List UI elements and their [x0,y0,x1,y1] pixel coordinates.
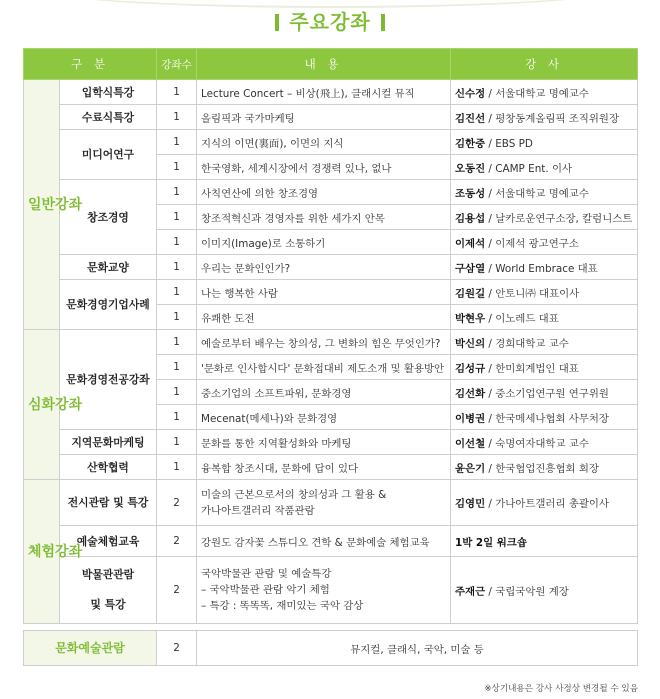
category-cell: 문화경영전공강좌 [60,330,157,430]
lecturer-cell [451,480,638,526]
content-cell: 올림픽과 국가마케팅 [197,105,451,130]
table-row [24,255,638,280]
content-cell: 한국영화, 세계시장에서 경쟁력 있나, 없나 [197,155,451,180]
lecturer-affiliation: / 한미회계법인 대표 [485,362,579,375]
lecturer-name: 김한중 [455,137,486,150]
content-cell: 문화를 통한 지역활성화와 마케팅 [197,430,451,455]
lecturer-affiliation: / 한국협업진흥협회 회장 [485,462,599,475]
category-cell: 수료식특강 [60,105,157,130]
content-cell: 사칙연산에 의한 창조경영 [197,180,451,205]
lecturer-cell [451,355,638,380]
table-row [24,526,638,557]
count-cell: 1 [157,180,197,205]
count-cell: 2 [157,480,197,526]
lecturer-cell [451,526,638,557]
count-cell: 1 [157,155,197,180]
content-cell [197,480,451,526]
table-row [24,80,638,105]
lecturer-name: 조동성 [455,187,486,200]
lecturer-affiliation: / EBS PD [485,137,533,150]
table-row [24,631,638,666]
page-title [0,6,660,35]
lecturer-name: 윤은기 [455,462,486,475]
lecturer-cell [451,455,638,480]
lecturer-name: 1박 2일 워크숍 [455,536,527,549]
count-cell: 2 [157,557,197,624]
content-cell: 창조적혁신과 경영자를 위한 세가지 안목 [197,205,451,230]
lecturer-name: 이제석 [455,237,486,250]
count-cell: 1 [157,405,197,430]
category-cell: 입학식특강 [60,80,157,105]
table-row [24,105,638,130]
lecturer-name: 구삼열 [455,262,486,275]
lecturer-cell [451,155,638,180]
table-row [24,430,638,455]
count-cell: 1 [157,455,197,480]
lecturer-name: 박신의 [455,337,486,350]
lecturer-affiliation: / 경희대학교 교수 [485,337,569,350]
lecturer-cell [451,255,638,280]
category-cell: 전시관람 및 특강 [60,480,157,526]
lecturer-cell [451,205,638,230]
lecturer-cell [451,80,638,105]
lecturer-affiliation: / 날카로운연구소장, 칼럼니스트 [485,212,633,225]
lecturer-name: 김원길 [455,287,486,300]
lecturer-name: 이선철 [455,437,486,450]
group-general: 일반강좌 [24,80,60,330]
count-cell: 1 [157,430,197,455]
title-bar-right [381,14,385,31]
content-cell: '문화로 인사합시다' 문화접대비 제도소개 및 활용방안 [197,355,451,380]
lecturer-name: 김영민 [455,498,486,510]
content-cell: 뮤지컬, 클래식, 국악, 미술 등 [197,631,638,666]
lecturer-affiliation: / 서울대학교 명예교수 [485,87,589,100]
content-line: – 특강 : 똑똑똑, 재미있는 국악 감상 [201,600,364,612]
count-cell: 1 [157,330,197,355]
lecturer-name: 이병권 [455,412,486,425]
lecturer-name: 김용섭 [455,212,486,225]
count-cell: 1 [157,105,197,130]
footnote: ※상기내용은 강사 사정상 변경될 수 있음 [484,684,638,694]
lecturer-cell [451,430,638,455]
content-cell: 우리는 문화인인가? [197,255,451,280]
content-line: 국악박물관 관람 및 예술특강 [201,568,332,580]
category-cell [60,557,157,624]
category-cell: 문화교양 [60,255,157,280]
course-table [23,48,638,666]
group-experience: 체험강좌 [24,480,60,624]
header-gubun: 구 분 [24,49,157,80]
content-cell: Lecture Concert – 비상(飛上), 클래시컬 뮤직 [197,80,451,105]
lecturer-affiliation: / CAMP Ent. 이사 [485,162,573,175]
table-row [24,180,638,205]
category-cell: 예술체험교육 [60,526,157,557]
lecturer-name: 신수정 [455,87,486,100]
lecturer-affiliation: / World Embrace 대표 [485,262,598,275]
lecturer-name: 오동진 [455,162,486,175]
table-row [24,330,638,355]
lecturer-name: 박현우 [455,312,486,325]
category-cell: 지역문화마케팅 [60,430,157,455]
lecturer-cell [451,557,638,624]
count-cell: 1 [157,80,197,105]
lecturer-affiliation: / 서울대학교 명예교수 [485,187,589,200]
title-bar-left [275,14,279,31]
lecturer-cell [451,280,638,305]
category-cell: 미디어연구 [60,130,157,180]
lecturer-cell [451,105,638,130]
table-header [24,49,638,80]
count-cell: 1 [157,205,197,230]
content-cell: 강원도 감자꽃 스튜디오 견학 & 문화예술 체험교육 [197,526,451,557]
lecturer-cell [451,230,638,255]
lecturer-cell [451,180,638,205]
lecturer-affiliation: / 이제석 광고연구소 [485,237,579,250]
count-cell: 1 [157,255,197,280]
lecturer-cell [451,380,638,405]
category-cell: 문화경영기업사례 [60,280,157,330]
page-title-text: 주요강좌 [289,10,371,34]
table-row [24,480,638,526]
lecturer-cell [451,330,638,355]
group-advanced: 심화강좌 [24,330,60,480]
category-line: 및 특강 [90,598,126,611]
category-line: 박물관관람 [81,568,135,581]
spacer-row [24,624,638,631]
content-cell: 예술로부터 배우는 창의성, 그 변화의 힘은 무엇인가? [197,330,451,355]
content-line: 가나아트갤러리 작품관람 [201,504,315,517]
content-cell: 유쾌한 도전 [197,305,451,330]
table-row [24,130,638,155]
content-cell [197,557,451,624]
content-cell: Mecenat(메세나)와 문화경영 [197,405,451,430]
count-cell: 1 [157,130,197,155]
lecturer-name: 김성규 [455,362,486,375]
lecturer-name: 김진선 [455,112,486,125]
lecturer-affiliation: / 안토니㈜ 대표이사 [485,287,580,300]
header-content: 내 용 [197,49,451,80]
lecturer-affiliation: / 평창동계올림픽 조직위원장 [485,112,619,125]
table-row [24,455,638,480]
lecturer-affiliation: / 숙명여자대학교 교수 [485,437,589,450]
table-row [24,557,638,624]
count-cell: 1 [157,280,197,305]
category-cell: 창조경영 [60,180,157,255]
lecturer-affiliation: / 한국메세나협회 사무처장 [485,412,609,425]
count-cell: 1 [157,380,197,405]
table-row [24,280,638,305]
lecturer-cell [451,130,638,155]
lecturer-cell [451,305,638,330]
header-count: 강좌수 [157,49,197,80]
count-cell: 2 [157,526,197,557]
content-cell: 나는 행복한 사람 [197,280,451,305]
lecturer-affiliation: / 가나아트갤러리 총괄이사 [485,498,609,510]
lecturer-affiliation: / 중소기업연구원 연구위원 [485,387,609,400]
lecturer-name: 주재근 [455,585,486,598]
content-line: – 국악박물관 관람 악기 체험 [201,584,330,596]
title-area [0,0,660,40]
lecturer-affiliation: / 이노레드 대표 [485,312,559,325]
content-cell: 융복합 창조시대, 문화에 답이 있다 [197,455,451,480]
content-cell: 지식의 이면(裏面), 이면의 지식 [197,130,451,155]
count-cell: 1 [157,355,197,380]
spacer-cell [24,624,638,631]
content-cell: 이미지(Image)로 소통하기 [197,230,451,255]
category-culture-viewing: 문화예술관람 [24,631,157,666]
content-cell: 중소기업의 소프트파워, 문화경영 [197,380,451,405]
content-line: 미술의 근본으로서의 창의성과 그 활용 & [201,488,387,501]
lecturer-name: 김선화 [455,387,486,400]
category-cell: 산학협력 [60,455,157,480]
count-cell: 2 [157,631,197,666]
count-cell: 1 [157,305,197,330]
header-lecturer: 강 사 [451,49,638,80]
lecturer-cell [451,405,638,430]
count-cell: 1 [157,230,197,255]
lecturer-affiliation: / 국립국악원 계장 [485,585,569,598]
